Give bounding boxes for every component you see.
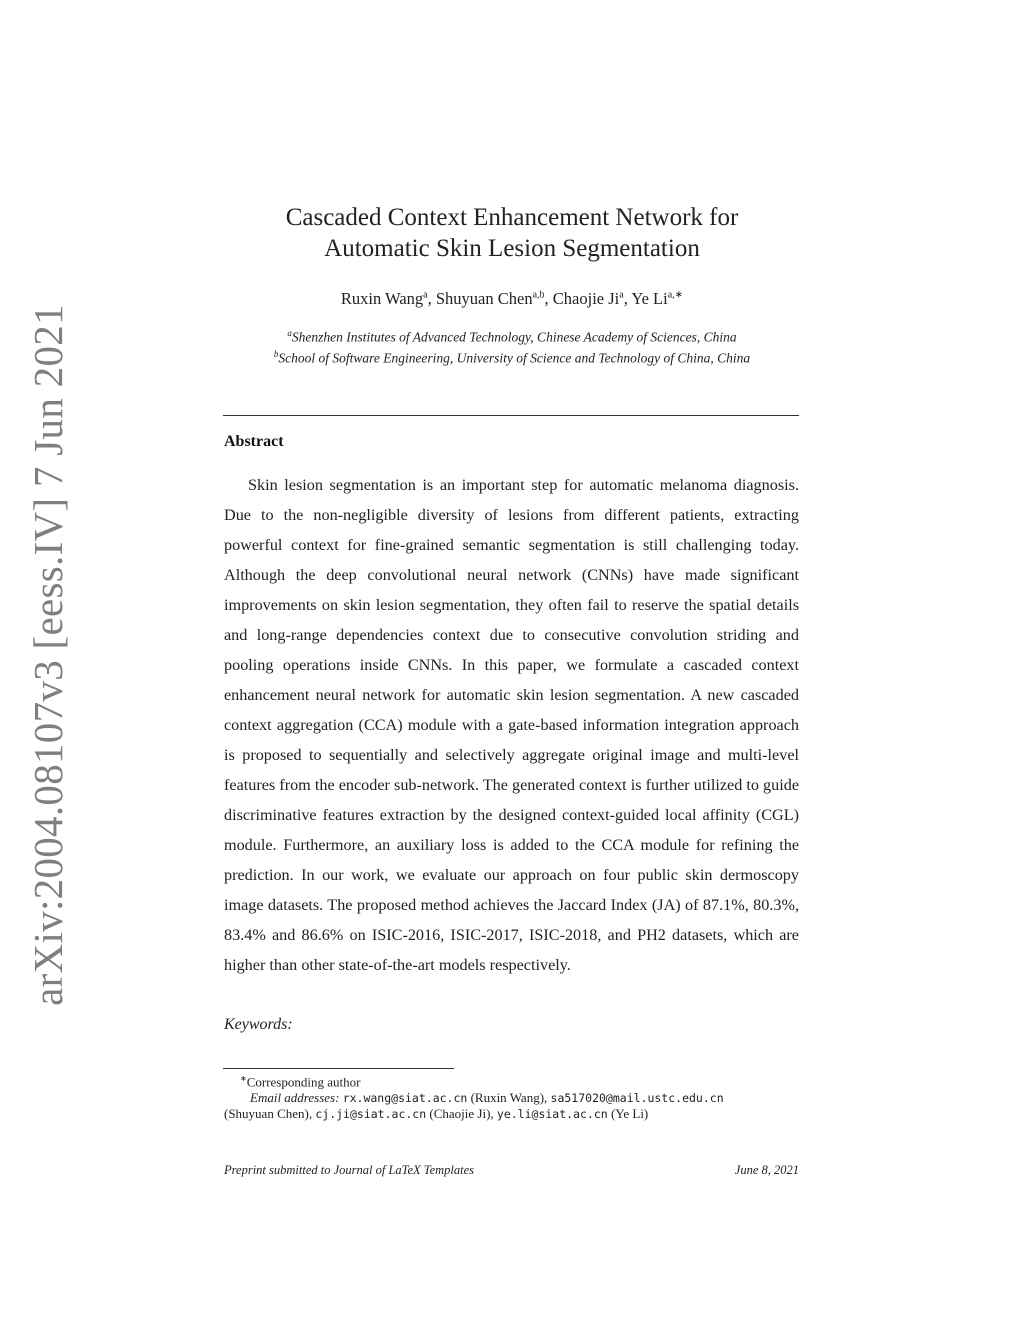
corresponding-author-note [224,1071,799,1090]
email-link[interactable]: sa517020@mail.ustc.edu.cn [550,1091,724,1106]
affiliation-mark: a [287,328,292,338]
affiliation-mark: b [273,348,279,359]
latex-logo: LaTeX [388,1163,421,1177]
email-owner: (Ruxin Wang), [470,1090,548,1106]
paper-title [150,202,874,264]
author-affil-mark: a [619,289,624,301]
arxiv-identifier-stamp[interactable]: arXiv:2004.08107v3 [eess.IV] 7 Jun 2021 [25,304,71,1006]
email-line [224,1106,799,1122]
author-affil-mark: a,∗ [667,289,684,301]
author-affil-mark: a [423,289,428,301]
preprint-suffix: Templates [420,1163,475,1177]
email-line [224,1090,799,1106]
corresponding-mark: ∗ [240,1074,247,1083]
email-owner: (Shuyuan Chen), [224,1106,313,1122]
preprint-note [224,1163,474,1178]
affiliation-item [150,325,874,346]
author-name: Ye Li [631,289,668,308]
affiliation-text: Shenzhen Institutes of Advanced Technology, Chinese Academy of Sciences, China [291,329,737,345]
email-link[interactable]: rx.wang@siat.ac.cn [342,1091,468,1106]
affiliation-item [150,346,874,367]
affiliation-list [150,325,874,366]
title-line-1: Cascaded Context Enhancement Network for [285,204,739,231]
email-label: Email addresses: [250,1090,340,1106]
email-link[interactable]: ye.li@siat.ac.cn [496,1107,608,1122]
footnote-rule [223,1068,454,1069]
author-name: Chaojie Ji [552,289,620,308]
email-owner: (Chaojie Ji), [429,1106,494,1122]
abstract-body: Skin lesion segmentation is an important step for automatic melanoma diagnosis. Due to the non-negligible diversity of lesions from different patients, extracting powerful context for fine-grained semantic segmentation is still challenging today. Although the deep convolutional neural network (CNNs) have made significant improvements on skin lesion segmentation, they often fail to reserve the spatial details and long-range dependencies context due to consecutive convolution striding and pooling operations inside CNNs. In this paper, we formulate a cascaded context enhancement neural network for automatic skin lesion segmentation. A new cascaded context aggregation (CCA) module with a gate-based information integration approach is proposed to sequentially and selectively aggregate original image and multi-level features from the encoder sub-network. The generated context is further utilized to guide discriminative features extraction by the designed context-guided local affinity (CGL) module. Furthermore, an auxiliary loss is added to the CCA module for refining the prediction. In our work, we evaluate our approach on four public skin dermoscopy image datasets. The proposed method achieves the Jaccard Index (JA) of 87.1%, 80.3%, 83.4% and 86.6% on ISIC-2016, ISIC-2017, ISIC-2018, and PH2 datasets, which are higher than other state-of-the-art models respectively. [224,476,799,974]
affiliation-text: School of Software Engineering, University of Science and Technology of China, China [278,350,751,365]
footnote [224,1071,799,1122]
preprint-prefix: Preprint submitted to Journal of [224,1163,389,1177]
author-name: Shuyuan Chen [435,289,533,308]
corresponding-label: Corresponding author [246,1074,361,1090]
abstract-top-rule [223,415,799,416]
email-link[interactable]: cj.ji@siat.ac.cn [315,1107,427,1122]
author-name: Ruxin Wang [340,289,424,308]
abstract-heading: Abstract [224,433,284,450]
author-list: Ruxin Wang$^a$, Shuyuan Chen$^{a,b}$, Chaojie Ji$^a$, Ye $Li^{a,∗}$ [340,289,684,308]
title-line-2: Automatic Skin Lesion Segmentation [324,235,700,262]
keywords-label: Keywords: [224,1016,293,1033]
email-owner: (Ye Li) [610,1106,649,1122]
author-affil-mark: a,b [532,289,545,301]
submission-date: June 8, 2021 [734,1163,799,1177]
